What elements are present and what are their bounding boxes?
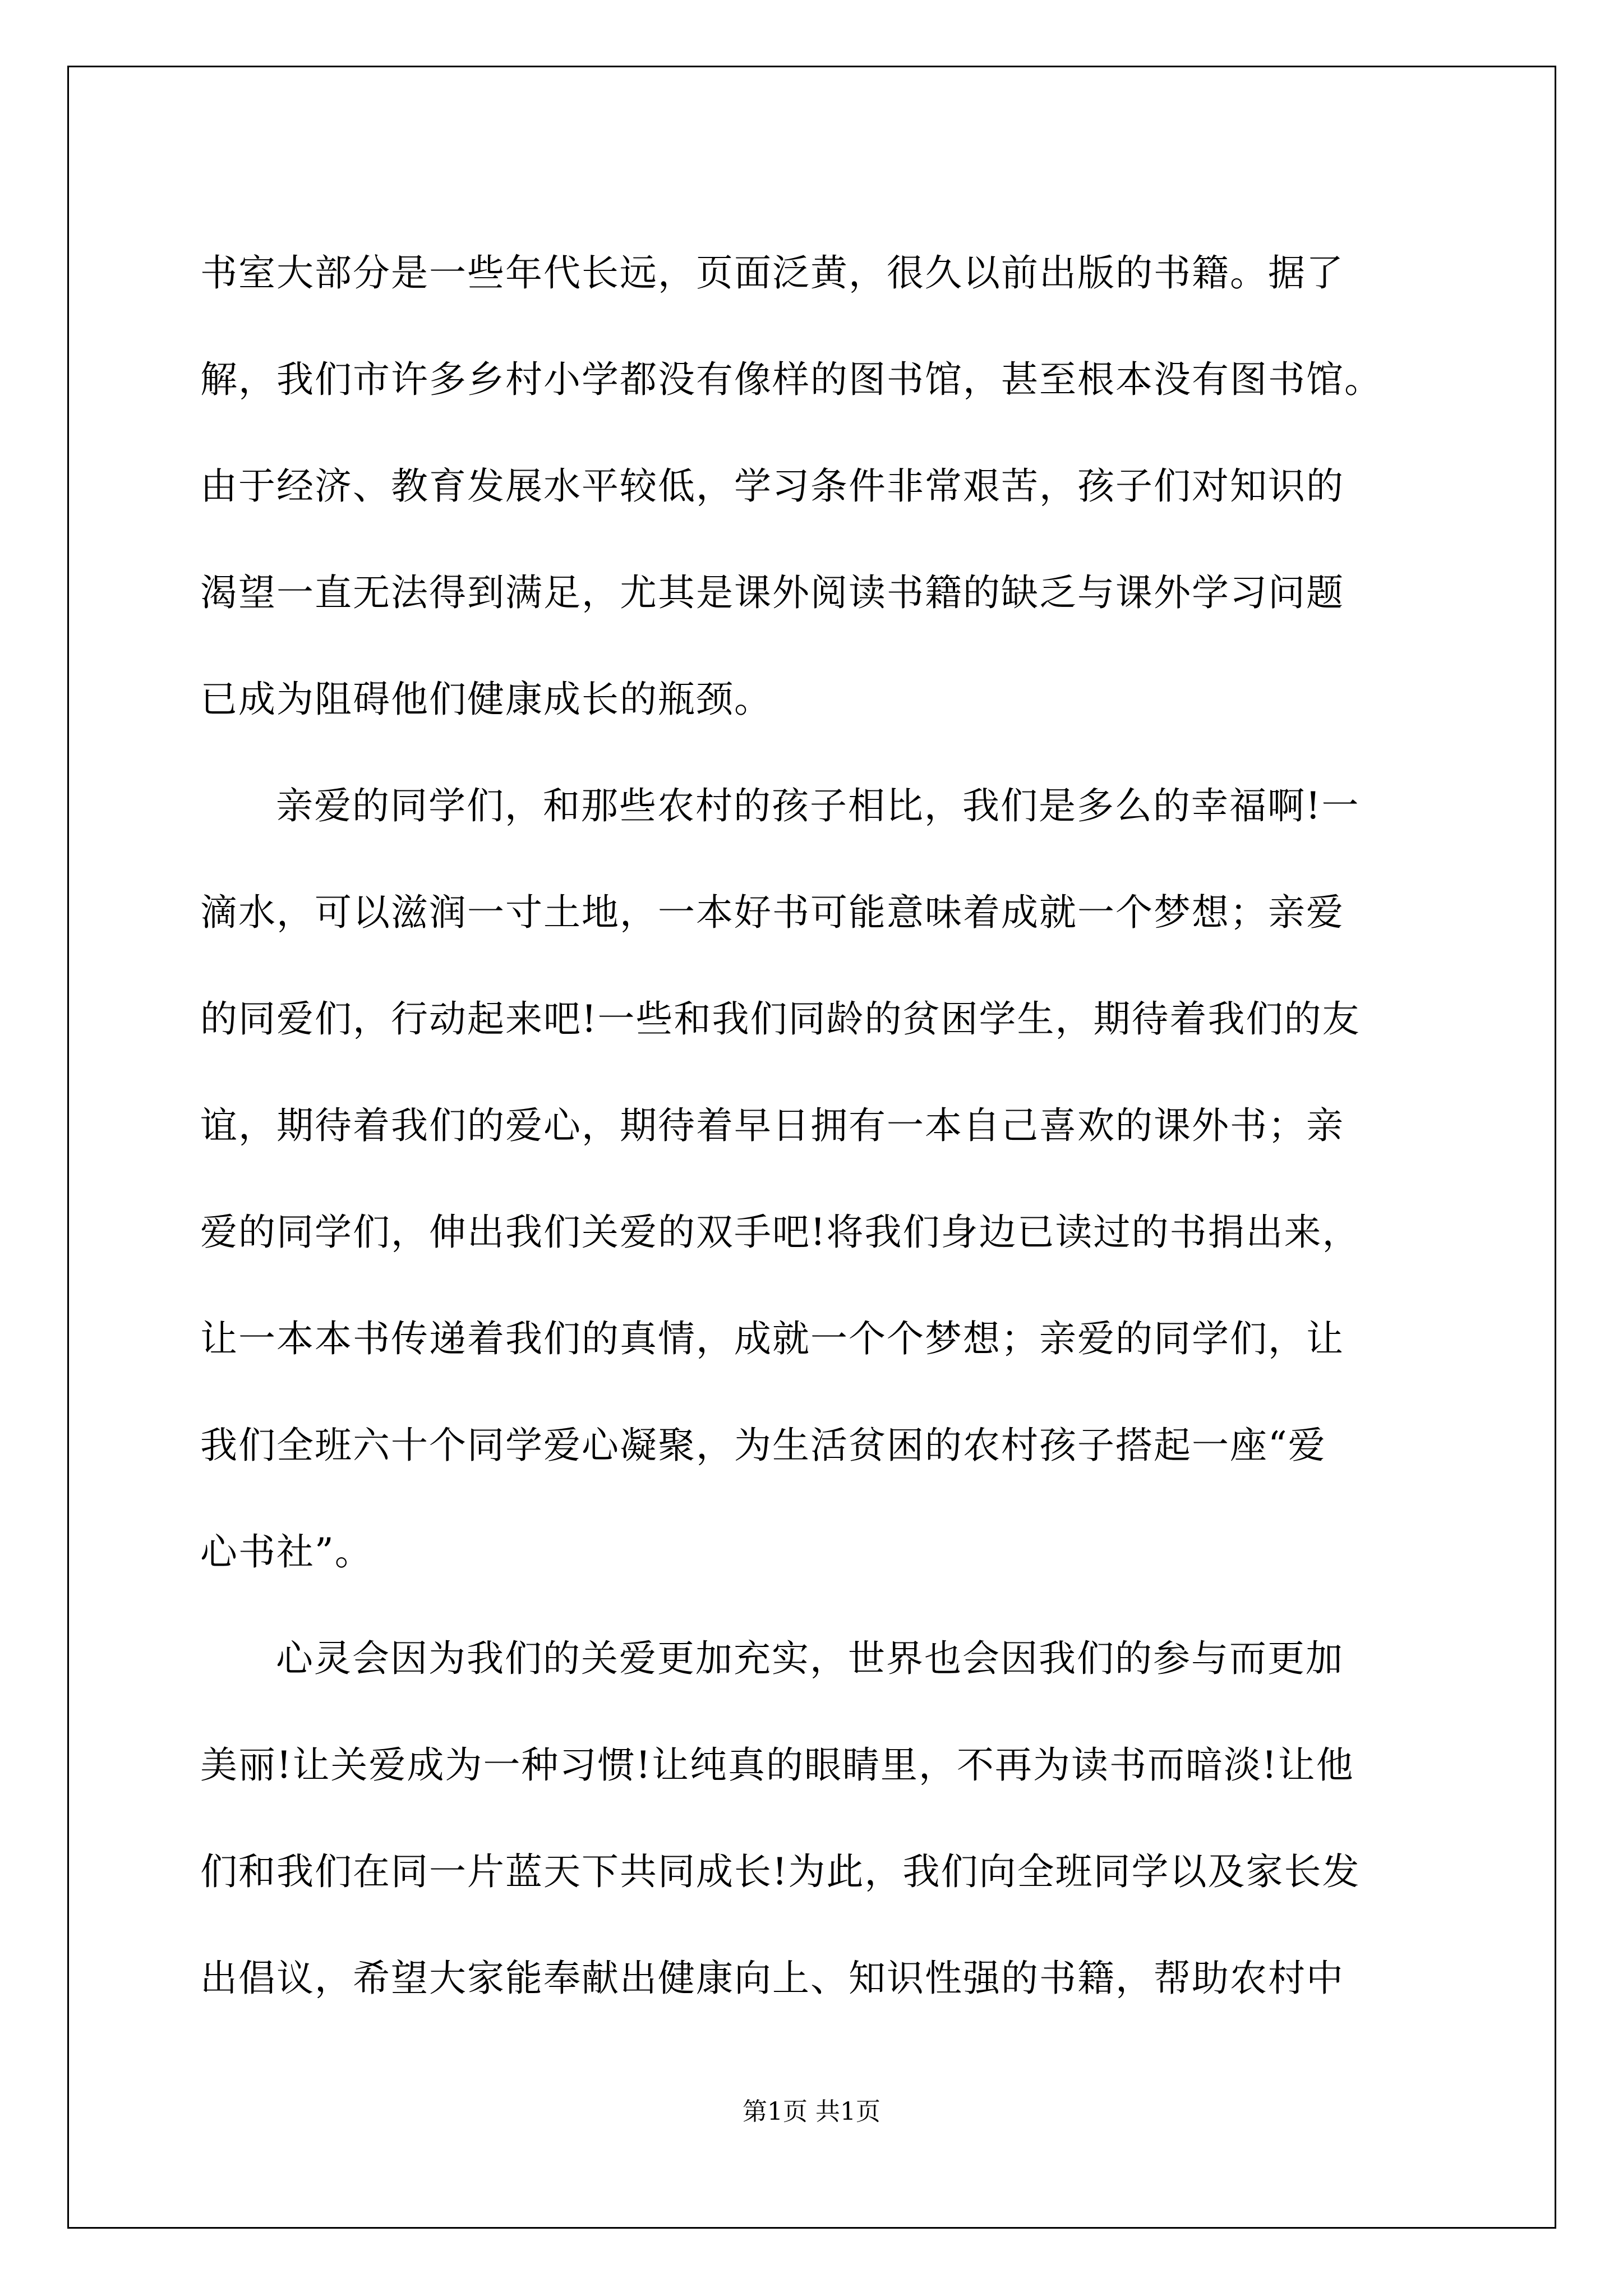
text-line: 们和我们在同一片蓝天下共同成长!为此，我们向全班同学以及家长发 bbox=[200, 1850, 1361, 1893]
text-line: 美丽!让关爱成为一种习惯!让纯真的眼睛里，不再为读书而暗淡!让他 bbox=[200, 1743, 1354, 1787]
text-line: 的同爱们，行动起来吧!一些和我们同龄的贫困学生，期待着我们的友 bbox=[200, 997, 1361, 1041]
text-line: 让一本本书传递着我们的真情，成就一个个梦想；亲爱的同学们，让 bbox=[200, 1317, 1344, 1360]
text-line: 滴水，可以滋润一寸土地，一本好书可能意味着成就一个梦想；亲爱 bbox=[200, 891, 1344, 934]
text-line: 由于经济、教育发展水平较低，学习条件非常艰苦，孩子们对知识的 bbox=[200, 464, 1344, 508]
paragraph-start-line: 亲爱的同学们，和那些农村的孩子相比，我们是多么的幸福啊!一 bbox=[276, 784, 1360, 827]
text-line: 已成为阻碍他们健康成长的瓶颈。 bbox=[200, 678, 772, 721]
document-body bbox=[200, 220, 1451, 2032]
text-line: 谊，期待着我们的爱心，期待着早日拥有一本自己喜欢的课外书；亲 bbox=[200, 1104, 1344, 1147]
paragraph-start-line: 心灵会因为我们的关爱更加充实，世界也会因我们的参与而更加 bbox=[276, 1637, 1344, 1680]
text-line: 解，我们市许多乡村小学都没有像样的图书馆，甚至根本没有图书馆。 bbox=[200, 358, 1382, 401]
text-line: 书室大部分是一些年代长远，页面泛黄，很久以前出版的书籍。据了 bbox=[200, 251, 1344, 295]
text-line: 爱的同学们，伸出我们关爱的双手吧!将我们身边已读过的书捐出来， bbox=[200, 1211, 1361, 1254]
text-line: 心书社”。 bbox=[200, 1530, 373, 1573]
text-line: 出倡议，希望大家能奉献出健康向上、知识性强的书籍，帮助农村中 bbox=[200, 1957, 1344, 2000]
text-line: 渴望一直无法得到满足，尤其是课外阅读书籍的缺乏与课外学习问题 bbox=[200, 571, 1344, 614]
page-number-footer: 第1页 共1页 bbox=[743, 2097, 880, 2126]
text-line: 我们全班六十个同学爱心凝聚，为生活贫困的农村孩子搭起一座“爱 bbox=[200, 1424, 1326, 1467]
